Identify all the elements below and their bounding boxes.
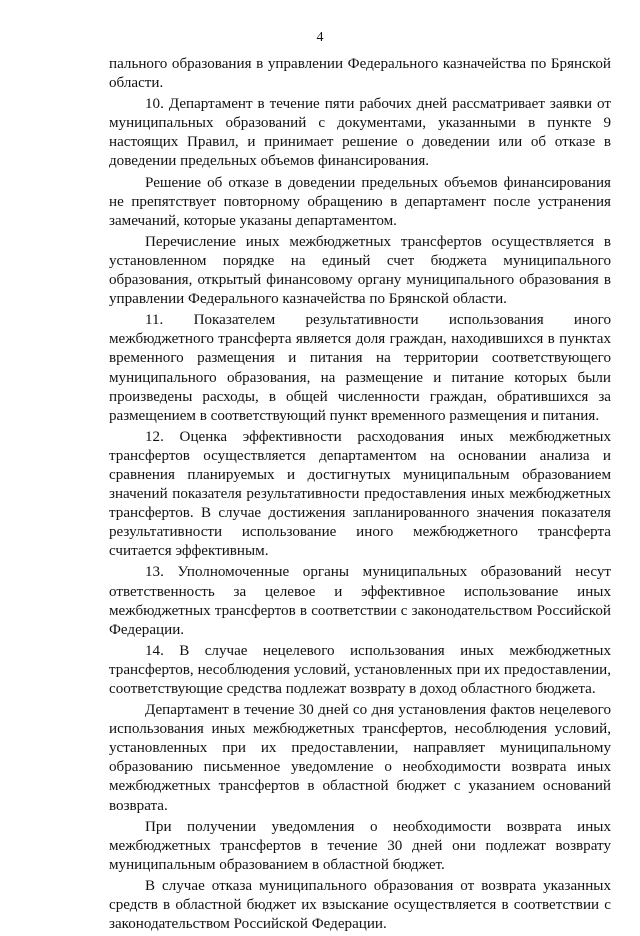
paragraph-refusal-decision: Решение об отказе в доведении предельных объемов финансирования не препятствует повторному обращению в департамент после устранения замечаний, которые указаны департаментом.: [109, 174, 611, 229]
document-body: [109, 55, 611, 936]
paragraph-clause-12: 12. Оценка эффективности расходования иных межбюджетных трансфертов осуществляется департаментом на основании анализа и сравнения планируемых и достигнутых муниципальным образованием значений показателя результативности предоставления иных межбюджетных трансфертов. В случае достижения запланированного значения показателя результативности использование иного межбюджетного трансферта считается эффективным.: [109, 428, 611, 560]
paragraph-notification: Департамент в течение 30 дней со дня установления фактов нецелевого использования иных межбюджетных трансфертов, несоблюдения условий, установленных при их предоставлении, направляет муниципальному образованию письменное уведомление о необходимости возврата иных межбюджетных трансфертов в областной бюджет с указанием оснований возврата.: [109, 702, 611, 814]
paragraph-recovery: В случае отказа муниципального образования от возврата указанных средств в областной бюджет их взыскание осуществляется в соответствии с законодательством Российской Федерации.: [109, 877, 611, 933]
paragraph-clause-11: 11. Показателем результативности использования иного межбюджетного трансферта является доля граждан, находившихся в пунктах временного размещения и питания на территории соответствующего муниципального образования, на размещение и питание которых были произведены расходы, в общей численности граждан, обратившихся за размещением в соответствующий пункт временного размещения и питания.: [109, 312, 611, 424]
paragraph-continuation: пального образования в управлении Федерального казначейства по Брянской области.: [109, 56, 611, 92]
paragraph-transfer-account: Перечисление иных межбюджетных трансфертов осуществляется в установленном порядке на единый счет бюджета муниципального образования, открытый финансовому органу муниципального образования в управлении Федерального казначейства по Брянской области.: [109, 233, 611, 308]
paragraph-return-deadline: При получении уведомления о необходимости возврата иных межбюджетных трансфертов в течение 30 дней они подлежат возврату муниципальным образованием в областной бюджет.: [109, 818, 611, 873]
paragraph-clause-14: 14. В случае нецелевого использования иных межбюджетных трансфертов, несоблюдения условий, установленных при их предоставлении, соответствующие средства подлежат возврату в доход областного бюджета.: [109, 642, 611, 697]
page-number: 4: [316, 30, 324, 45]
paragraph-clause-13: 13. Уполномоченные органы муниципальных образований несут ответственность за целевое и эффективное использование иных межбюджетных трансфертов в соответствии с законодательством Российской Федерации.: [109, 564, 611, 638]
paragraph-clause-10: 10. Департамент в течение пяти рабочих дней рассматривает заявки от муниципальных образований с документами, указанными в пункте 9 настоящих Правил, и принимает решение о доведении или об отказе в доведении предельных объемов финансирования.: [109, 96, 611, 170]
